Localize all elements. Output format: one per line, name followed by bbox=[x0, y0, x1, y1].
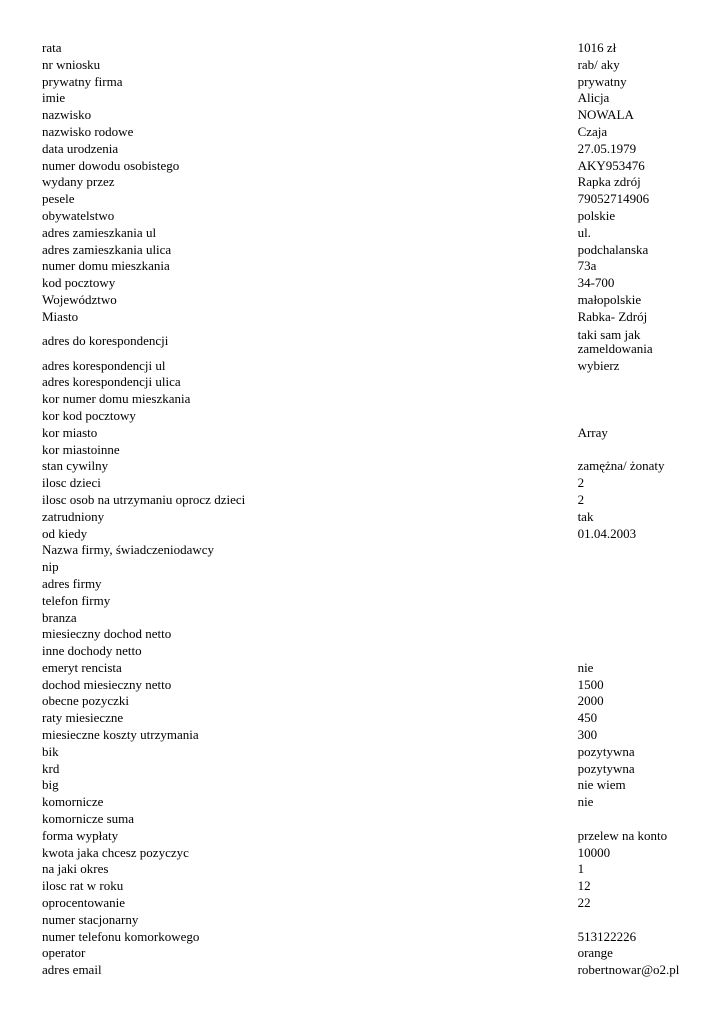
field-label: stan cywilny bbox=[42, 458, 109, 474]
field-label: ilosc rat w roku bbox=[42, 878, 124, 894]
field-value: 27.05.1979 bbox=[577, 140, 637, 156]
form-row bbox=[42, 107, 702, 124]
form-row bbox=[42, 878, 702, 895]
field-label: krd bbox=[42, 760, 60, 776]
field-value: 300 bbox=[577, 727, 598, 743]
field-label: nr wniosku bbox=[42, 56, 101, 72]
form-row bbox=[42, 57, 702, 74]
form-row bbox=[42, 727, 702, 744]
field-value: rab/ aky bbox=[577, 56, 620, 72]
field-value: 22 bbox=[577, 895, 591, 911]
field-value: małopolskie bbox=[577, 291, 642, 307]
form-row bbox=[42, 174, 702, 191]
field-label: komornicze bbox=[42, 794, 104, 810]
form-row bbox=[42, 74, 702, 91]
form-row bbox=[42, 962, 702, 979]
form-row bbox=[42, 710, 702, 727]
form-row bbox=[42, 509, 702, 526]
field-value: 1500 bbox=[577, 676, 604, 692]
field-value: 2000 bbox=[577, 693, 604, 709]
field-value: nie bbox=[577, 659, 594, 675]
field-value: 01.04.2003 bbox=[577, 525, 637, 541]
field-label: Miasto bbox=[42, 308, 79, 324]
field-label: od kiedy bbox=[42, 525, 88, 541]
form-row bbox=[42, 693, 702, 710]
field-label: operator bbox=[42, 945, 86, 961]
form-row bbox=[42, 475, 702, 492]
form-row bbox=[42, 358, 702, 375]
field-value: zamężna/ żonaty bbox=[577, 458, 665, 474]
form-row bbox=[42, 895, 702, 912]
form-row bbox=[42, 744, 702, 761]
field-value: Rapka zdrój bbox=[577, 174, 641, 190]
field-label: prywatny firma bbox=[42, 73, 123, 89]
field-value: NOWALA bbox=[577, 107, 634, 123]
field-label: adres email bbox=[42, 962, 102, 978]
form-row bbox=[42, 761, 702, 778]
field-label: dochod miesieczny netto bbox=[42, 676, 172, 692]
field-value: 450 bbox=[577, 710, 598, 726]
field-value: Rabka- Zdrój bbox=[577, 308, 648, 324]
field-value: orange bbox=[577, 945, 613, 961]
form-row bbox=[42, 492, 702, 509]
field-value: 73a bbox=[577, 258, 597, 274]
field-value: Czaja bbox=[577, 123, 608, 139]
field-value: 1016 zł bbox=[577, 40, 617, 55]
form-data-table bbox=[42, 40, 702, 979]
form-row bbox=[42, 677, 702, 694]
form-row bbox=[42, 40, 702, 57]
field-label: na jaki okres bbox=[42, 861, 109, 877]
field-label: numer telefonu komorkowego bbox=[42, 928, 200, 944]
field-value: AKY953476 bbox=[577, 157, 645, 173]
field-value: nie bbox=[577, 794, 594, 810]
field-value: 34-700 bbox=[577, 275, 615, 291]
field-label: ilosc osob na utrzymaniu oprocz dzieci bbox=[42, 491, 246, 507]
field-label: kor numer domu mieszkania bbox=[42, 391, 191, 407]
field-label: oprocentowanie bbox=[42, 895, 126, 911]
form-row bbox=[42, 526, 702, 543]
field-value: 1 bbox=[577, 861, 585, 877]
field-label: kor miastoinne bbox=[42, 441, 120, 457]
field-label: adres zamieszkania ul bbox=[42, 224, 157, 240]
field-label: zatrudniony bbox=[42, 508, 105, 524]
form-row bbox=[42, 945, 702, 962]
form-row bbox=[42, 458, 702, 475]
field-label: obecne pozyczki bbox=[42, 693, 129, 709]
form-row bbox=[42, 208, 702, 225]
form-row bbox=[42, 408, 702, 425]
field-value: Alicja bbox=[577, 90, 610, 106]
field-value: nie wiem bbox=[577, 777, 626, 793]
form-row bbox=[42, 309, 702, 326]
field-label: Nazwa firmy, świadczeniodawcy bbox=[42, 542, 215, 558]
field-label: adres korespondencji ulica bbox=[42, 374, 181, 390]
field-label: inne dochody netto bbox=[42, 643, 142, 659]
form-row bbox=[42, 225, 702, 242]
form-row bbox=[42, 912, 702, 929]
form-row bbox=[42, 777, 702, 794]
field-label: ilosc dzieci bbox=[42, 475, 101, 491]
field-label: obywatelstwo bbox=[42, 207, 115, 223]
field-label: wydany przez bbox=[42, 174, 115, 190]
field-value: 2 bbox=[577, 475, 585, 491]
field-label: komornicze suma bbox=[42, 811, 135, 827]
field-value: ul. bbox=[577, 224, 591, 240]
field-value: pozytywna bbox=[577, 743, 635, 759]
form-row bbox=[42, 811, 702, 828]
field-value: 513122226 bbox=[577, 928, 637, 944]
field-label: kod pocztowy bbox=[42, 275, 116, 291]
field-label: rata bbox=[42, 40, 62, 55]
field-label: Województwo bbox=[42, 291, 117, 307]
form-row bbox=[42, 845, 702, 862]
field-value: 12 bbox=[577, 878, 591, 894]
field-value: pozytywna bbox=[577, 760, 635, 776]
form-row bbox=[42, 258, 702, 275]
field-value: polskie bbox=[577, 207, 616, 223]
form-row bbox=[42, 593, 702, 610]
field-value: podchalanska bbox=[577, 241, 649, 257]
field-label: raty miesieczne bbox=[42, 710, 124, 726]
field-label: big bbox=[42, 777, 59, 793]
form-row bbox=[42, 292, 702, 309]
field-value: 10000 bbox=[577, 844, 611, 860]
form-row bbox=[42, 326, 702, 358]
field-value: wybierz bbox=[577, 357, 620, 373]
field-label: kor miasto bbox=[42, 424, 98, 440]
field-label: kor kod pocztowy bbox=[42, 407, 136, 423]
form-row bbox=[42, 660, 702, 677]
form-row bbox=[42, 929, 702, 946]
field-label: adres do korespondencji bbox=[42, 333, 169, 349]
form-row bbox=[42, 861, 702, 878]
form-row bbox=[42, 425, 702, 442]
field-label: pesele bbox=[42, 191, 75, 207]
field-value: Array bbox=[577, 424, 608, 440]
form-row bbox=[42, 794, 702, 811]
field-value: 2 bbox=[577, 491, 585, 507]
field-label: imie bbox=[42, 90, 66, 106]
form-row bbox=[42, 141, 702, 158]
field-label: numer dowodu osobistego bbox=[42, 157, 180, 173]
field-label: branza bbox=[42, 609, 77, 625]
field-label: telefon firmy bbox=[42, 592, 111, 608]
form-row bbox=[42, 158, 702, 175]
form-row bbox=[42, 242, 702, 259]
field-label: nazwisko rodowe bbox=[42, 123, 134, 139]
field-label: nip bbox=[42, 559, 59, 575]
form-row bbox=[42, 626, 702, 643]
field-label: adres korespondencji ul bbox=[42, 357, 166, 373]
form-row bbox=[42, 559, 702, 576]
field-value: tak bbox=[577, 508, 594, 524]
field-label: kwota jaka chcesz pozyczyc bbox=[42, 844, 189, 860]
field-label: forma wypłaty bbox=[42, 827, 119, 843]
form-row bbox=[42, 124, 702, 141]
field-value: 79052714906 bbox=[577, 191, 650, 207]
field-label: emeryt rencista bbox=[42, 659, 122, 675]
form-row bbox=[42, 643, 702, 660]
form-row bbox=[42, 374, 702, 391]
form-row bbox=[42, 610, 702, 627]
form-row bbox=[42, 442, 702, 459]
field-label: numer domu mieszkania bbox=[42, 258, 170, 274]
form-row bbox=[42, 828, 702, 845]
field-label: data urodzenia bbox=[42, 140, 119, 156]
field-label: adres firmy bbox=[42, 575, 102, 591]
form-row bbox=[42, 391, 702, 408]
field-value: prywatny bbox=[577, 73, 627, 89]
form-row bbox=[42, 191, 702, 208]
field-label: numer stacjonarny bbox=[42, 911, 139, 927]
field-label: bik bbox=[42, 743, 59, 759]
field-label: miesieczny dochod netto bbox=[42, 626, 172, 642]
field-value: taki sam jak zameldowania bbox=[577, 326, 653, 356]
form-row bbox=[42, 90, 702, 107]
field-value: przelew na konto bbox=[577, 827, 668, 843]
form-row bbox=[42, 275, 702, 292]
form-row bbox=[42, 576, 702, 593]
field-value: robertnowar@o2.pl bbox=[577, 962, 680, 978]
form-row bbox=[42, 542, 702, 559]
field-label: miesieczne koszty utrzymania bbox=[42, 727, 199, 743]
field-label: adres zamieszkania ulica bbox=[42, 241, 172, 257]
field-label: nazwisko bbox=[42, 107, 92, 123]
